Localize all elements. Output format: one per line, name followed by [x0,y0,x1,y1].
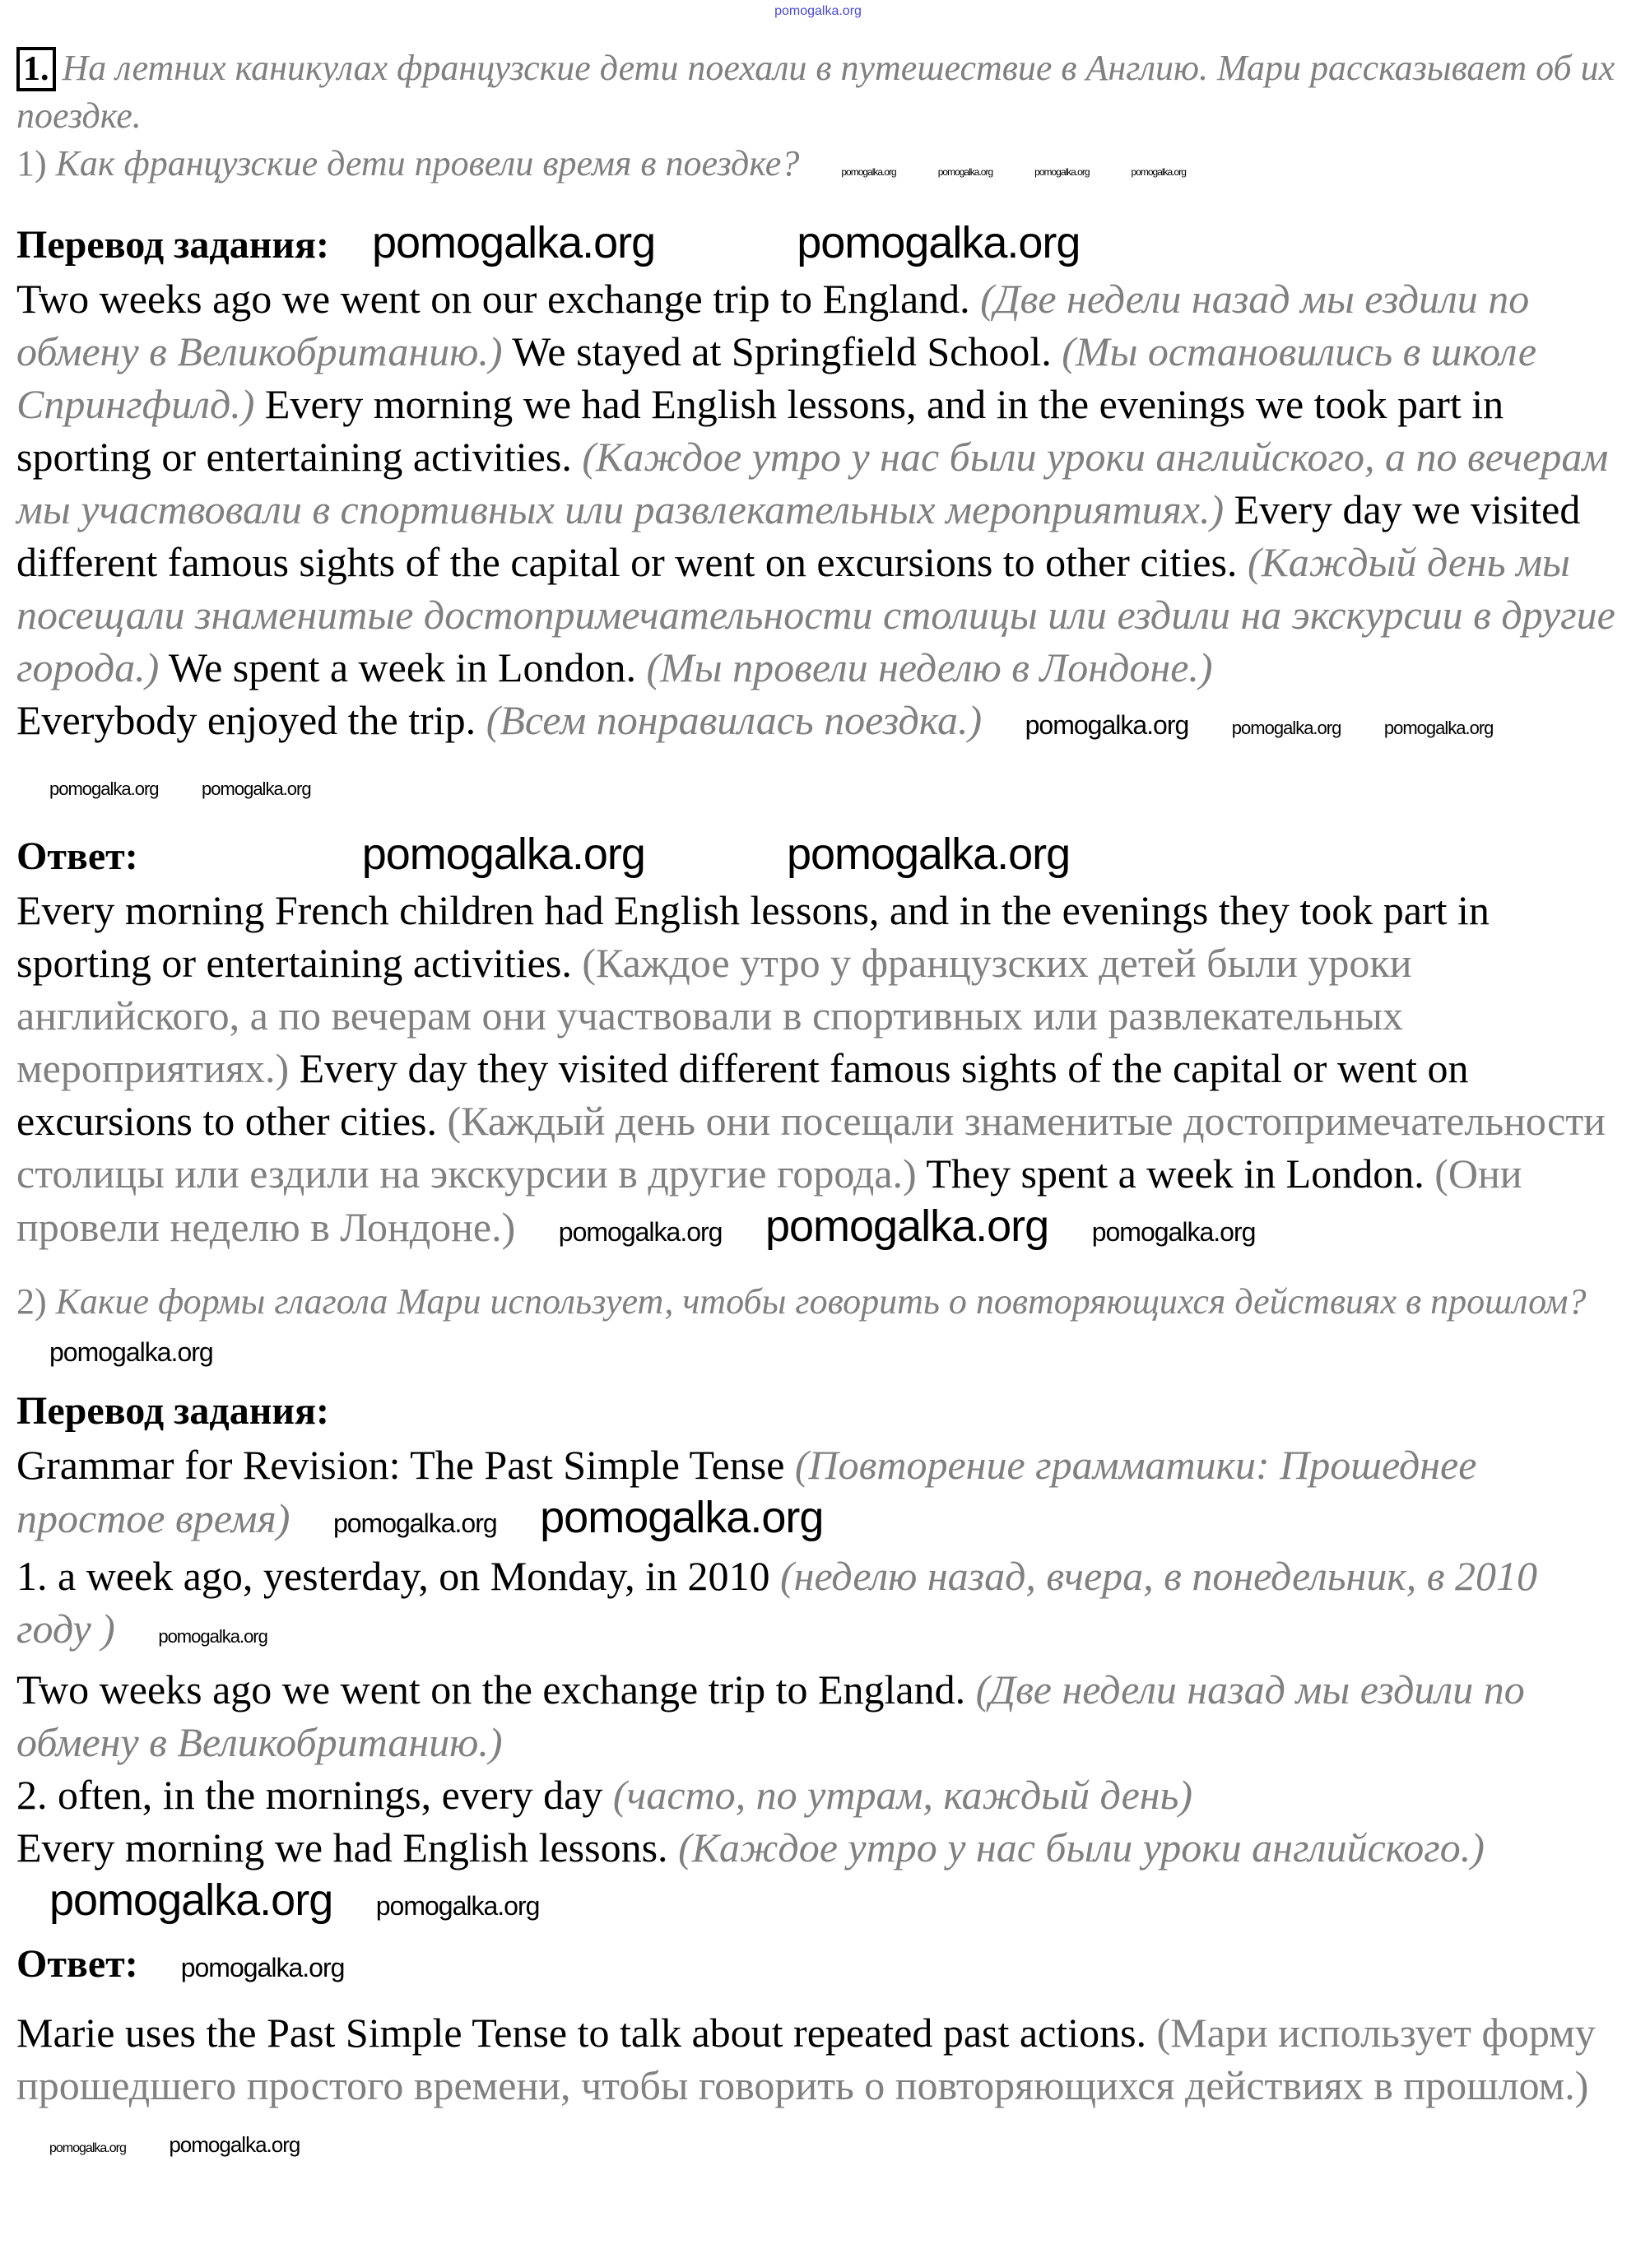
watermark: pomogalka.org [1091,1217,1256,1247]
english-sentence: Every day we visited different famous sights of the capital or went on excursions to other cities. [16,486,1581,585]
watermark: pomogalka.org [180,1953,345,1982]
watermark: pomogalka.org [937,166,993,178]
russian-translation: (Каждый день мы посещали знаменитые достопримечательности столицы или ездили на экскурсии в другие города.) [16,539,1615,690]
question-1 [16,140,1621,196]
english-line: Every morning we had English lessons. [16,1824,668,1871]
english-line: 2. often, in the mornings, every day [16,1772,603,1818]
watermark: pomogalka.org [49,1875,333,1925]
russian-translation: (Две недели назад мы ездили по обмену в Великобританию.) [16,276,1530,374]
watermark: pomogalka.org [774,4,862,18]
watermark: pomogalka.org [49,778,159,799]
watermark: pomogalka.org [786,830,1071,879]
watermark: pomogalka.org [841,166,896,178]
english-sentence: Marie uses the Past Simple Tense to talk about repeated past actions. [16,2010,1147,2056]
russian-translation: (часто, по утрам, каждый день) [612,1772,1192,1818]
russian-translation: (Мы провели неделю в Лондоне.) [646,644,1213,690]
watermark: pomogalka.org [540,1493,824,1542]
section-heading-row [16,216,1621,272]
question-text: Какие формы глагола Мари использует, чтобы говорить о повторяющихся действиях в прошлом? [55,1281,1587,1322]
english-sentence: Everybody enjoyed the trip. [16,697,476,743]
watermark: pomogalka.org [1231,718,1341,738]
russian-translation: (Мари использует форму прошедшего простого времени, чтобы говорить о повторяющихся действиях в прошлом.) [16,2010,1596,2108]
english-sentence: Every day they visited different famous sights of the capital or went on excursions to other cities. [16,1045,1469,1144]
russian-translation: (Всем понравилась поездка.) [486,697,983,743]
watermark: pomogalka.org [49,2141,126,2155]
watermark: pomogalka.org [797,218,1081,267]
watermark: pomogalka.org [1025,710,1189,740]
section-heading: Перевод задания: [16,1389,329,1433]
answer-heading-row [16,827,1621,884]
english-line: Two weeks ago we went on the exchange trip to England. [16,1666,966,1713]
english-sentence: Two weeks ago we went on our exchange trip to England. [16,276,970,322]
russian-translation: (Мы остановились в школе Спрингфилд.) [16,328,1537,427]
russian-translation: (Каждое утро у нас были уроки английского.) [678,1824,1485,1871]
watermark: pomogalka.org [1034,166,1090,178]
translation-paragraph [16,272,1621,816]
question-number: 2) [16,1281,47,1322]
watermark: pomogalka.org [169,2132,300,2157]
watermark: pomogalka.org [375,1891,540,1921]
russian-translation: (Каждый день они посещали знаменитые достопримечательности столицы или ездили на экскурсии в другие города.) [16,1098,1606,1197]
answer-paragraph [16,2006,1621,2175]
watermark: pomogalka.org [361,830,645,879]
document-page [0,44,1636,2191]
russian-translation: (Повторение грамматики: Прошеднее простое время) [16,1442,1477,1541]
question-number: 1) [16,143,47,184]
question-text: Как французские дети провели время в поездке? [55,143,800,184]
russian-translation: (Две недели назад мы ездили по обмену в Великобританию.) [16,1666,1525,1765]
english-sentence: Every morning we had English lessons, and in the evenings we took part in sporting or entertaining activities. [16,381,1504,480]
russian-translation: (Каждое утро у нас были уроки английского, а по вечерам мы участвовали в спортивных или развлекательных мероприятиях.) [16,434,1609,532]
task-number: 1. [16,47,56,91]
answer-heading: Ответ: [16,834,138,878]
answer-paragraph [16,884,1621,1258]
watermark: pomogalka.org [158,1626,267,1647]
task-intro [16,44,1621,140]
russian-translation: (Они провели неделю в Лондоне.) [16,1150,1522,1250]
english-line: 1. a week ago, yesterday, on Monday, in 2010 [16,1553,770,1599]
watermark: pomogalka.org [765,1201,1049,1251]
grammar-paragraph [16,1438,1621,1932]
english-sentence: We spent a week in London. [168,644,636,690]
answer-heading-row [16,1937,1621,1995]
question-2 [16,1278,1621,1376]
section-heading: Перевод задания: [16,223,329,267]
watermark: pomogalka.org [1131,166,1186,178]
watermark: pomogalka.org [49,1337,213,1367]
english-sentence: They spent a week in London. [926,1150,1425,1197]
watermark: pomogalka.org [371,218,656,267]
watermark: pomogalka.org [202,778,311,799]
watermark: pomogalka.org [558,1217,723,1247]
english-line: Grammar for Revision: The Past Simple Tense [16,1442,785,1488]
russian-translation: (неделю назад, вчера, в понедельник, в 2010 году ) [16,1553,1537,1652]
watermark: pomogalka.org [1383,718,1494,738]
task-intro-text: На летних каникулах французские дети поехали в путешествие в Англию. Мари рассказывает об их поездке. [16,48,1615,136]
answer-heading: Ответ: [16,1942,138,1986]
english-sentence: We stayed at Springfield School. [512,328,1052,374]
watermark: pomogalka.org [332,1508,497,1538]
english-sentence: Every morning French children had English lessons, and in the evenings they took part in sporting or entertaining activities. [16,887,1490,986]
russian-translation: (Каждое утро у французских детей были уроки английского, а по вечерам они участвовали в спортивных или развлекательных мероприятиях.) [16,940,1412,1091]
